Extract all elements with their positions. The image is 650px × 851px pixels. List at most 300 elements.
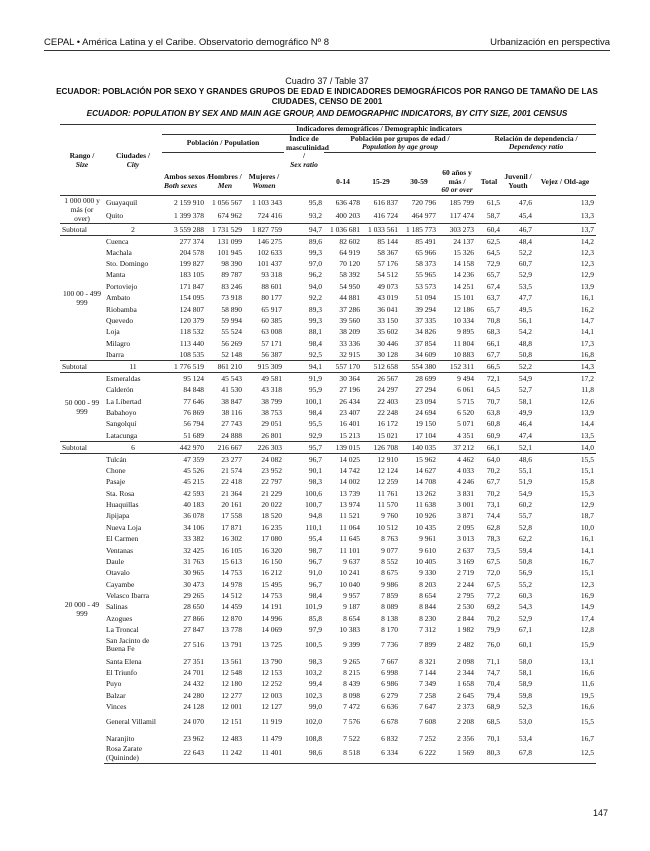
value-cell: 27 516 xyxy=(183,640,204,650)
value-cell: 3 871 xyxy=(457,511,474,521)
value-cell: 101,9 xyxy=(305,602,322,612)
value-cell: 57 176 xyxy=(377,259,398,269)
value-cell: 51,9 xyxy=(518,477,532,487)
value-cell: 54,9 xyxy=(518,374,532,384)
value-cell: 11,6 xyxy=(581,679,595,689)
value-cell: 85 144 xyxy=(377,236,398,246)
value-cell: 89,6 xyxy=(308,236,322,246)
value-cell: 7 258 xyxy=(419,690,436,700)
value-cell: 56,1 xyxy=(518,316,532,326)
value-cell: 24 701 xyxy=(183,668,204,678)
value-cell: 6 279 xyxy=(381,690,398,700)
subtotal-value: 94,1 xyxy=(284,361,324,373)
value-cell: 13 262 xyxy=(415,488,436,498)
value-cell: 6 520 xyxy=(457,407,474,417)
value-cell: 8 439 xyxy=(343,679,360,689)
value-cell: 95,4 xyxy=(308,534,322,544)
value-cell: 16,6 xyxy=(580,702,595,712)
subtotal-value: 1 776 519 xyxy=(162,361,206,373)
value-cell: 27 294 xyxy=(415,385,436,395)
value-cell: 70,2 xyxy=(486,488,500,498)
value-cell: 13,5 xyxy=(580,430,595,440)
subtotal-value: 2 xyxy=(104,223,162,235)
value-cell: 14 236 xyxy=(453,270,474,280)
value-cell: 47,6 xyxy=(502,195,534,209)
value-cell: 101 437 xyxy=(257,259,282,269)
value-cell: 56 269 xyxy=(221,338,242,348)
subtotal-label: Subtotal xyxy=(60,441,104,453)
value-cell: 102,3 xyxy=(305,690,322,700)
value-cell: 171 847 xyxy=(179,281,204,291)
value-cell: 60,7 xyxy=(518,259,532,269)
value-cell: 27 351 xyxy=(183,656,204,666)
value-cell: 9 986 xyxy=(381,579,398,589)
value-cell: 98,7 xyxy=(308,545,322,555)
value-cell: 10 512 xyxy=(377,522,398,532)
city-name-cell: Quevedo xyxy=(106,316,134,326)
subtotal-value: 1 827 759 xyxy=(244,223,284,235)
value-cell: 93 318 xyxy=(261,270,282,280)
value-cell: 14 742 xyxy=(339,465,360,475)
value-cell: 15 213 xyxy=(339,430,360,440)
value-cell: 5 715 xyxy=(457,396,474,406)
value-cell: 58,1 xyxy=(518,668,532,678)
city-name-cell: Milagro xyxy=(106,338,131,348)
table-row xyxy=(60,533,596,544)
table-row xyxy=(60,349,596,361)
value-cell: 88 601 xyxy=(261,281,282,291)
value-cell: 464 977 xyxy=(411,211,436,221)
value-cell: 33 150 xyxy=(377,316,398,326)
value-cell: 7 144 xyxy=(419,668,436,678)
city-name-cell: Manta xyxy=(106,270,126,280)
table-row xyxy=(60,269,596,280)
value-cell: 58 373 xyxy=(415,259,436,269)
value-cell: 54,2 xyxy=(518,327,532,337)
table-row xyxy=(60,601,596,612)
subtotal-value: 139 015 xyxy=(324,441,362,453)
age-15-29-header: 15-29 xyxy=(372,176,390,186)
size-range-cell: 20 000 - 49 999 xyxy=(64,599,100,618)
value-cell: 49 581 xyxy=(261,374,282,384)
subtotal-value: 303 273 xyxy=(438,223,476,235)
subtotal-value: 37 212 xyxy=(438,441,476,453)
table-row xyxy=(60,326,596,337)
value-cell: 12,3 xyxy=(580,259,595,269)
value-cell: 14,1 xyxy=(580,327,595,337)
value-cell: 63 008 xyxy=(261,327,282,337)
value-cell: 15 101 xyxy=(453,293,474,303)
value-cell: 41 530 xyxy=(221,385,242,395)
table-row xyxy=(60,567,596,578)
value-cell: 15 613 xyxy=(221,556,242,566)
value-cell: 2 098 xyxy=(457,656,474,666)
value-cell: 14 002 xyxy=(339,477,360,487)
value-cell: 30 446 xyxy=(377,338,398,348)
value-cell: 204 578 xyxy=(179,247,204,257)
value-cell: 51 689 xyxy=(183,430,204,440)
value-cell: 14,7 xyxy=(580,316,595,326)
value-cell: 36 041 xyxy=(377,304,398,314)
value-cell: 34 106 xyxy=(183,522,204,532)
subtotal-value: 1 731 529 xyxy=(206,223,244,235)
subtotal-value: 66,1 xyxy=(476,441,502,453)
value-cell: 48,4 xyxy=(518,236,532,246)
value-cell: 10 241 xyxy=(339,568,360,578)
value-cell: 92,9 xyxy=(308,430,322,440)
total-dep-header: Total xyxy=(480,176,498,186)
city-name-cell: Babahoyo xyxy=(106,407,137,417)
value-cell: 58,7 xyxy=(486,211,500,221)
value-cell: 15 962 xyxy=(415,454,436,464)
value-cell: 8 654 xyxy=(343,613,360,623)
value-cell: 7 312 xyxy=(419,625,436,635)
value-cell: 13 791 xyxy=(221,640,242,650)
value-cell: 65 966 xyxy=(415,247,436,257)
value-cell: 100,1 xyxy=(305,396,322,406)
table-row xyxy=(60,395,596,406)
value-cell: 13 725 xyxy=(261,640,282,650)
value-cell: 60,1 xyxy=(518,640,532,650)
table-row xyxy=(60,247,596,258)
value-cell: 15 326 xyxy=(453,247,474,257)
table-row xyxy=(60,678,596,689)
value-cell: 6 678 xyxy=(381,717,398,727)
value-cell: 95,8 xyxy=(284,195,324,209)
subtotal-value: 152 311 xyxy=(438,361,476,373)
value-cell: 24 694 xyxy=(415,407,436,417)
city-name-cell: Ibarra xyxy=(106,350,124,360)
value-cell: 1 658 xyxy=(457,679,474,689)
value-cell: 4 246 xyxy=(457,477,474,487)
value-cell: 55 524 xyxy=(221,327,242,337)
value-cell: 27 743 xyxy=(221,419,242,429)
value-cell: 50,8 xyxy=(518,556,532,566)
value-cell: 2 159 910 xyxy=(162,195,206,209)
data-table xyxy=(60,124,596,764)
size-range-cell: 50 000 - 99 999 xyxy=(64,397,100,416)
value-cell: 76,0 xyxy=(486,640,500,650)
value-cell: 12 277 xyxy=(221,690,242,700)
value-cell: 14 069 xyxy=(261,625,282,635)
city-name-cell: San Jacinto de Buena Fe xyxy=(106,635,150,654)
value-cell: 108 535 xyxy=(179,350,204,360)
value-cell: 12,8 xyxy=(580,625,595,635)
value-cell: 10 383 xyxy=(339,625,360,635)
value-cell: 674 962 xyxy=(217,211,242,221)
value-cell: 13,9 xyxy=(580,281,595,291)
value-cell: 64 919 xyxy=(339,247,360,257)
value-cell: 52,9 xyxy=(518,613,532,623)
value-cell: 7 859 xyxy=(381,591,398,601)
value-cell: 124 807 xyxy=(179,304,204,314)
value-cell: 14 753 xyxy=(221,568,242,578)
city-name-cell: La Troncal xyxy=(106,625,139,635)
value-cell: 16,7 xyxy=(580,556,595,566)
value-cell: 59,4 xyxy=(518,545,532,555)
value-cell: 34 826 xyxy=(415,327,436,337)
city-name-cell: Otavalo xyxy=(106,568,130,578)
value-cell: 7 736 xyxy=(381,640,398,650)
value-cell: 22 248 xyxy=(377,407,398,417)
city-header: Ciudades / City xyxy=(116,151,150,169)
value-cell: 16 235 xyxy=(261,522,282,532)
value-cell: 73 918 xyxy=(221,293,242,303)
table-row xyxy=(60,407,596,418)
value-cell: 82 602 xyxy=(339,236,360,246)
table-row xyxy=(60,613,596,624)
indicators-header: Indicadores demográficos / Demographic indicators xyxy=(162,125,596,135)
city-name-cell: El Triunfo xyxy=(106,668,138,678)
value-cell: 199 827 xyxy=(179,259,204,269)
value-cell: 76 869 xyxy=(183,407,204,417)
value-cell: 12 259 xyxy=(377,477,398,487)
subtotal-value: 14,3 xyxy=(534,361,596,373)
value-cell: 9 265 xyxy=(343,656,360,666)
value-cell: 11 919 xyxy=(261,717,282,727)
city-name-cell: Esmeraldas xyxy=(106,374,141,384)
value-cell: 10 040 xyxy=(339,579,360,589)
value-cell: 11 101 xyxy=(339,545,360,555)
value-cell: 8 844 xyxy=(419,602,436,612)
value-cell: 183 105 xyxy=(179,270,204,280)
value-cell: 17,3 xyxy=(580,338,595,348)
value-cell: 23 952 xyxy=(261,465,282,475)
value-cell: 16,2 xyxy=(580,304,595,314)
value-cell: 6 334 xyxy=(362,744,400,764)
value-cell: 72,0 xyxy=(486,568,500,578)
value-cell: 2 356 xyxy=(457,733,474,743)
value-cell: 616 837 xyxy=(362,195,400,209)
city-name-cell: Naranjito xyxy=(106,733,135,743)
value-cell: 35 602 xyxy=(377,327,398,337)
value-cell: 103,2 xyxy=(305,668,322,678)
value-cell: 60,3 xyxy=(518,591,532,601)
value-cell: 22 403 xyxy=(377,396,398,406)
value-cell: 99,3 xyxy=(308,316,322,326)
value-cell: 8 089 xyxy=(381,602,398,612)
value-cell: 96,7 xyxy=(308,556,322,566)
value-cell: 60 385 xyxy=(261,316,282,326)
value-cell: 70,2 xyxy=(486,613,500,623)
value-cell: 45,4 xyxy=(518,211,532,221)
value-cell: 17 871 xyxy=(221,522,242,532)
subtotal-value: 915 309 xyxy=(244,361,284,373)
age-60-header: 60 años y más / 60 or over xyxy=(441,168,473,194)
value-cell: 14,1 xyxy=(580,545,595,555)
subtotal-row xyxy=(60,223,596,235)
value-cell: 2 208 xyxy=(457,717,474,727)
subtotal-value: 60,4 xyxy=(476,223,502,235)
value-cell: 10 334 xyxy=(453,316,474,326)
value-cell: 47 359 xyxy=(183,454,204,464)
value-cell: 64,5 xyxy=(486,247,500,257)
subtotal-value: 95,7 xyxy=(284,441,324,453)
age-groups-header: Población por grupos de edad / Population by age group xyxy=(324,134,476,152)
value-cell: 67,1 xyxy=(518,625,532,635)
value-cell: 68,5 xyxy=(486,717,500,727)
subtotal-value: 1 033 561 xyxy=(362,223,400,235)
table-row xyxy=(60,453,596,465)
value-cell: 24 137 xyxy=(453,236,474,246)
value-cell: 55,1 xyxy=(518,465,532,475)
value-cell: 7 647 xyxy=(419,702,436,712)
value-cell: 118 532 xyxy=(179,327,204,337)
value-cell: 10 435 xyxy=(415,522,436,532)
value-cell: 9 330 xyxy=(419,568,436,578)
value-cell: 100,5 xyxy=(305,640,322,650)
value-cell: 11 064 xyxy=(339,522,360,532)
city-name-cell: Salinas xyxy=(106,602,128,612)
value-cell: 98,4 xyxy=(308,591,322,601)
value-cell: 10,0 xyxy=(580,522,595,532)
value-cell: 59 994 xyxy=(221,316,242,326)
value-cell: 21 229 xyxy=(261,488,282,498)
value-cell: 71,1 xyxy=(486,656,500,666)
value-cell: 89,3 xyxy=(308,304,322,314)
value-cell: 13 974 xyxy=(339,499,360,509)
value-cell: 98 390 xyxy=(221,259,242,269)
value-cell: 12 127 xyxy=(261,702,282,712)
value-cell: 22 797 xyxy=(261,477,282,487)
subtotal-value: 94,7 xyxy=(284,223,324,235)
value-cell: 185 799 xyxy=(438,195,476,209)
value-cell: 13 790 xyxy=(261,656,282,666)
table-row xyxy=(60,556,596,567)
value-cell: 9 637 xyxy=(343,556,360,566)
value-cell: 67,5 xyxy=(486,579,500,589)
value-cell: 120 379 xyxy=(179,316,204,326)
value-cell: 16,6 xyxy=(580,668,595,678)
value-cell: 70 120 xyxy=(339,259,360,269)
value-cell: 27 196 xyxy=(339,385,360,395)
value-cell: 67,8 xyxy=(502,744,534,764)
value-cell: 52,7 xyxy=(518,385,532,395)
subtotal-value: 1 036 681 xyxy=(324,223,362,235)
value-cell: 3 831 xyxy=(457,488,474,498)
subtotal-value: 66,5 xyxy=(476,361,502,373)
sex-ratio-header: Índice de masculinidad / Sex ratio xyxy=(286,134,329,169)
youth-dep-header: Juvenil / Youth xyxy=(504,172,532,190)
value-cell: 11 479 xyxy=(261,733,282,743)
value-cell: 49,5 xyxy=(518,304,532,314)
value-cell: 13,9 xyxy=(580,407,595,417)
value-cell: 12 153 xyxy=(261,668,282,678)
value-cell: 11 521 xyxy=(339,511,360,521)
value-cell: 10 883 xyxy=(453,350,474,360)
value-cell: 70,4 xyxy=(486,679,500,689)
value-cell: 57 171 xyxy=(261,338,282,348)
value-cell: 58 392 xyxy=(339,270,360,280)
value-cell: 24 888 xyxy=(221,430,242,440)
value-cell: 21 574 xyxy=(221,465,242,475)
value-cell: 14 251 xyxy=(453,281,474,291)
value-cell: 13,1 xyxy=(580,656,595,666)
value-cell: 12,6 xyxy=(580,396,595,406)
value-cell: 3 001 xyxy=(457,499,474,509)
value-cell: 2 530 xyxy=(457,602,474,612)
value-cell: 29 265 xyxy=(183,591,204,601)
value-cell: 16,1 xyxy=(580,293,595,303)
table-row xyxy=(60,635,596,655)
value-cell: 38 847 xyxy=(221,396,242,406)
value-cell: 78,3 xyxy=(486,534,500,544)
table-row xyxy=(60,258,596,269)
value-cell: 36 078 xyxy=(183,511,204,521)
value-cell: 99,4 xyxy=(308,679,322,689)
value-cell: 8 518 xyxy=(324,744,362,764)
value-cell: 11 242 xyxy=(206,744,244,764)
subtotal-row xyxy=(60,441,596,453)
value-cell: 2 095 xyxy=(457,522,474,532)
value-cell: 84 848 xyxy=(183,385,204,395)
value-cell: 96,7 xyxy=(308,454,322,464)
subtotal-value: 140 035 xyxy=(400,441,438,453)
subtotal-value: 442 970 xyxy=(162,441,206,453)
value-cell: 98,3 xyxy=(308,656,322,666)
value-cell: 94,0 xyxy=(308,281,322,291)
value-cell: 12 151 xyxy=(221,717,242,727)
value-cell: 113 440 xyxy=(179,338,204,348)
value-cell: 8 654 xyxy=(419,591,436,601)
value-cell: 3 013 xyxy=(457,534,474,544)
value-cell: 95,5 xyxy=(308,419,322,429)
value-cell: 52,3 xyxy=(518,702,532,712)
table-row xyxy=(60,590,596,601)
table-row xyxy=(60,303,596,314)
city-name-cell: Santa Elena xyxy=(106,656,142,666)
value-cell: 91,9 xyxy=(308,374,322,384)
value-cell: 400 203 xyxy=(335,211,360,221)
city-name-cell: Machala xyxy=(106,247,132,257)
value-cell: 34 609 xyxy=(415,350,436,360)
value-cell: 9 760 xyxy=(381,511,398,521)
value-cell: 73,5 xyxy=(486,545,500,555)
value-cell: 45 543 xyxy=(221,374,242,384)
city-name-cell: Tulcán xyxy=(106,454,127,464)
value-cell: 24 070 xyxy=(183,717,204,727)
value-cell: 83 246 xyxy=(221,281,242,291)
subtotal-value: 3 559 288 xyxy=(162,223,206,235)
value-cell: 30 364 xyxy=(339,374,360,384)
value-cell: 38 799 xyxy=(261,396,282,406)
city-name-cell: Daule xyxy=(106,556,124,566)
value-cell: 20 022 xyxy=(261,499,282,509)
value-cell: 26 801 xyxy=(261,430,282,440)
city-name-cell: Chone xyxy=(106,465,126,475)
value-cell: 17 080 xyxy=(261,534,282,544)
value-cell: 24 082 xyxy=(261,454,282,464)
value-cell: 54 512 xyxy=(377,270,398,280)
size-range-cell: 1 000 000 y más (or over) xyxy=(60,195,104,223)
value-cell: 11 645 xyxy=(339,534,360,544)
subtotal-label: Subtotal xyxy=(60,361,104,373)
value-cell: 8 138 xyxy=(381,613,398,623)
value-cell: 16 150 xyxy=(261,556,282,566)
table-row xyxy=(60,667,596,678)
value-cell: 12 252 xyxy=(261,679,282,689)
table-row xyxy=(60,465,596,476)
value-cell: 47,7 xyxy=(518,293,532,303)
table-row xyxy=(60,744,596,764)
value-cell: 12 124 xyxy=(377,465,398,475)
value-cell: 45 215 xyxy=(183,477,204,487)
table-row xyxy=(60,373,596,385)
value-cell: 29 051 xyxy=(261,419,282,429)
value-cell: 11 804 xyxy=(453,338,474,348)
value-cell: 58,1 xyxy=(518,396,532,406)
value-cell: 79,4 xyxy=(486,690,500,700)
